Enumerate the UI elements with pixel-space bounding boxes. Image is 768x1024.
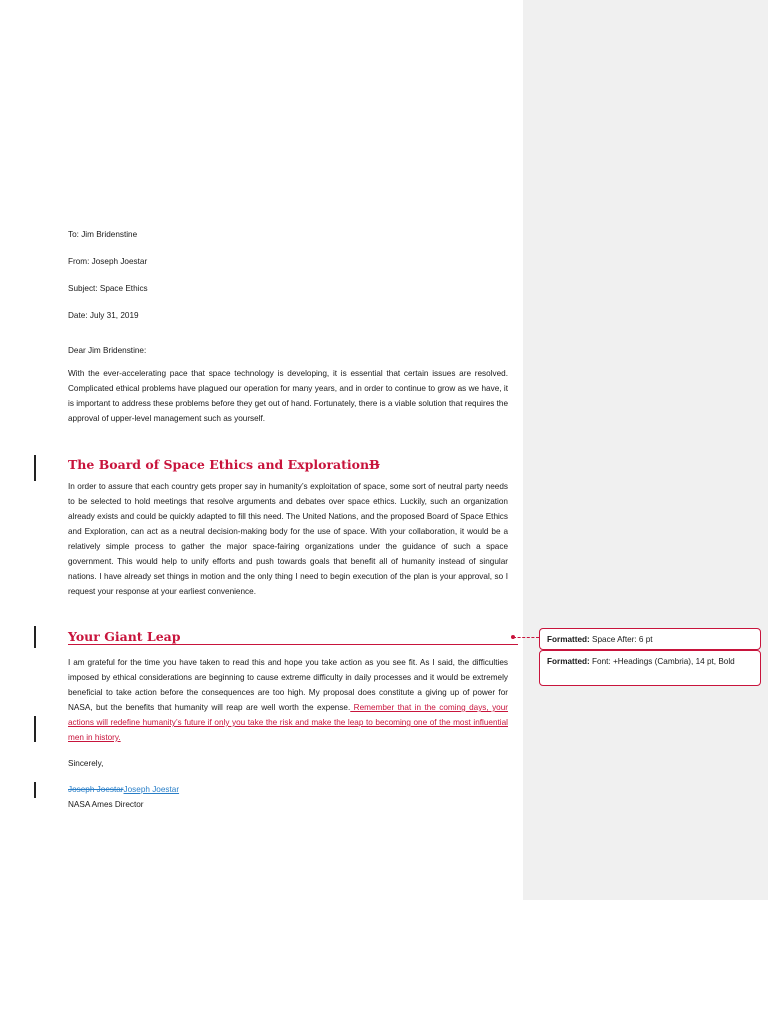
leap-paragraph [68,655,508,745]
change-bar [34,626,36,648]
comment-balloon[interactable] [539,628,761,650]
signature-inserted: Joseph Joestar [123,785,180,794]
signature-deleted: Joseph Joestar [68,785,124,794]
heading-text: The Board of Space Ethics and Exploration [68,457,370,472]
comment-label: Formatted: [547,635,590,644]
change-bar [34,455,36,481]
comment-text: Font: +Headings (Cambria), 14 pt, Bold [589,657,735,666]
leap-body: I am grateful for the time you have taken to read this and hope you take action as you see fit. As I said, the difficulties imposed by ethical considerations are beginning to cause extreme difficulty in daily processes and it would be extremely beneficial to take action before the consequences are too high. My proposal does constitute a giving up of power for NASA, but the benefits that humanity will reap are well worth the expense. [68,658,508,712]
heading-underline [68,644,518,645]
comment-text: Space After: 6 pt [589,635,653,644]
change-bar [34,716,36,742]
deleted-text: B [369,457,380,472]
memo-from: From: Joseph Joestar [68,257,148,266]
comment-label: Formatted: [547,657,590,666]
memo-date: Date: July 31, 2019 [68,311,139,320]
change-bar [34,782,36,798]
section-heading-leap: Your Giant Leap [68,629,181,644]
signature [68,784,179,796]
comment-balloon[interactable] [539,650,761,686]
inserted-text: Remember that in the coming days, your actions will redefine humanity’s future if only you take the risk and make the leap to becoming one of the most influential men in history. [68,703,509,742]
memo-to: To: Jim Bridenstine [68,230,138,239]
signature-title: NASA Ames Director [68,800,144,809]
closing-sincerely: Sincerely, [68,759,104,768]
markup-pane [523,0,768,900]
intro-paragraph: With the ever-accelerating pace that space technology is developing, it is essential that certain issues are resolved. Complicated ethical problems have plagued our operation for many years, and in order to continue to grow as we have, it is important to address these problems before they get out of hand. Fortunately, there is a viable solution that requires the approval of upper-level management such as yourself. [68,369,508,423]
section-heading-board [68,457,380,472]
memo-subject: Subject: Space Ethics [68,284,148,293]
board-paragraph: In order to assure that each country gets proper say in humanity’s exploitation of space, some sort of neutral party needs to be selected to hold meetings that resolve arguments and debates over space ethics. Luckily, such an organization already exists and could be quickly adapted to fill this need. The United Nations, and the proposed Board of Space Ethics and Exploration, can act as a neutral decision-making body for the use of space. With your collaboration, it would be a relatively simple process to gather the major space-fairing organizations under the guidance of such a space government. This would help to unify efforts and push towards goals that benefit all of humanity instead of singular nations. I have already set things in motion and the only thing I need to begin execution of the plan is your approval, so I request your response at your earliest convenience. [68,482,508,596]
salutation: Dear Jim Bridenstine: [68,346,147,355]
balloon-leader [513,637,539,638]
